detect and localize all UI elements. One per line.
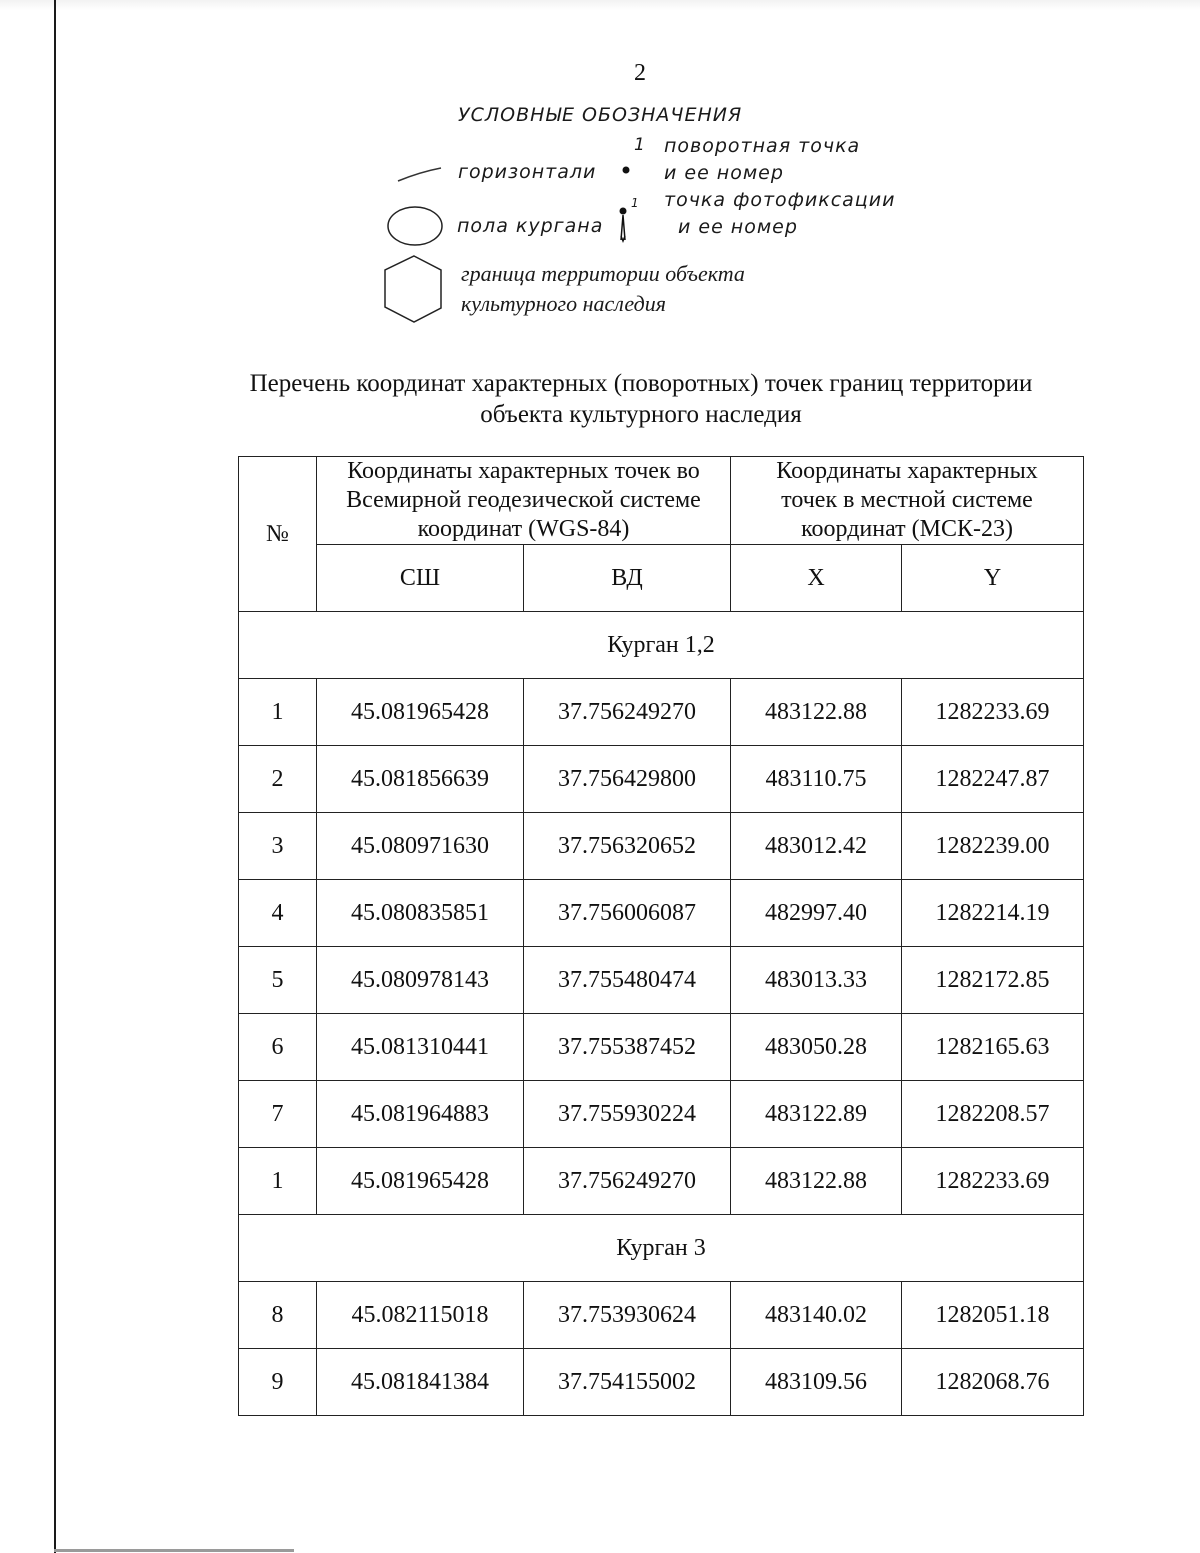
group-row: [239, 612, 1084, 679]
y-cell: 1282165.63: [902, 1014, 1084, 1081]
group-name: Курган 1,2: [239, 612, 1084, 679]
legend-turn-point-line2: и ее номер: [664, 162, 784, 184]
y-cell: 1282051.18: [902, 1282, 1084, 1349]
header-number: №: [239, 457, 317, 612]
legend-boundary-line2: культурного наследия: [461, 291, 666, 316]
boundary-hexagon-icon: [385, 256, 441, 322]
longitude-cell: 37.756249270: [524, 1148, 731, 1215]
contour-line-icon: [398, 168, 441, 181]
legend-boundary-line1: граница территории объекта: [461, 261, 745, 286]
header-x: X: [731, 545, 902, 612]
point-number-cell: 2: [239, 746, 317, 813]
y-cell: 1282233.69: [902, 1148, 1084, 1215]
latitude-cell: 45.081964883: [317, 1081, 524, 1148]
document-title: [232, 368, 1050, 430]
point-number-cell: 9: [239, 1349, 317, 1416]
longitude-cell: 37.756320652: [524, 813, 731, 880]
table-row: [239, 746, 1084, 813]
legend-mound-label: пола кургана: [457, 215, 604, 237]
longitude-cell: 37.755930224: [524, 1081, 731, 1148]
latitude-cell: 45.080835851: [317, 880, 524, 947]
legend-photo-point-number: 1: [631, 196, 640, 210]
latitude-cell: 45.081841384: [317, 1349, 524, 1416]
page-number: 2: [634, 60, 646, 86]
x-cell: 483109.56: [731, 1349, 902, 1416]
latitude-cell: 45.082115018: [317, 1282, 524, 1349]
x-cell: 483012.42: [731, 813, 902, 880]
x-cell: 483013.33: [731, 947, 902, 1014]
photo-point-icon: [620, 208, 627, 242]
point-number-cell: 6: [239, 1014, 317, 1081]
turn-point-icon: [623, 167, 630, 174]
header-y: Y: [902, 545, 1084, 612]
legend-photo-point-line2: и ее номер: [678, 216, 798, 238]
table-row: [239, 947, 1084, 1014]
y-cell: 1282068.76: [902, 1349, 1084, 1416]
header-wgs84-group: Координаты характерных точек во Всемирной геодезической системе координат (WGS-84): [317, 457, 731, 545]
legend-turn-point-line1: поворотная точка: [664, 135, 861, 157]
table-row: [239, 1282, 1084, 1349]
table-row: [239, 813, 1084, 880]
latitude-cell: 45.080978143: [317, 947, 524, 1014]
longitude-cell: 37.754155002: [524, 1349, 731, 1416]
point-number-cell: 7: [239, 1081, 317, 1148]
legend-heading: УСЛОВНЫЕ ОБОЗНАЧЕНИЯ: [458, 104, 743, 126]
longitude-cell: 37.756249270: [524, 679, 731, 746]
longitude-cell: 37.756006087: [524, 880, 731, 947]
point-number-cell: 1: [239, 1148, 317, 1215]
y-cell: 1282208.57: [902, 1081, 1084, 1148]
x-cell: 483122.88: [731, 679, 902, 746]
x-cell: 482997.40: [731, 880, 902, 947]
table-row: [239, 679, 1084, 746]
table-row: [239, 1014, 1084, 1081]
group-row: [239, 1215, 1084, 1282]
latitude-cell: 45.081310441: [317, 1014, 524, 1081]
y-cell: 1282239.00: [902, 813, 1084, 880]
x-cell: 483122.89: [731, 1081, 902, 1148]
table-row: [239, 880, 1084, 947]
table-row: [239, 1148, 1084, 1215]
page-bottom-edge: [54, 1549, 294, 1552]
mound-ellipse-icon: [388, 207, 442, 245]
x-cell: 483110.75: [731, 746, 902, 813]
legend-contours-label: горизонтали: [458, 161, 597, 183]
coordinates-table: [238, 456, 1084, 1416]
y-cell: 1282233.69: [902, 679, 1084, 746]
table-row: [239, 1081, 1084, 1148]
legend-graphics: [0, 0, 1200, 340]
point-number-cell: 5: [239, 947, 317, 1014]
longitude-cell: 37.753930624: [524, 1282, 731, 1349]
latitude-cell: 45.081965428: [317, 1148, 524, 1215]
legend-turn-point-number: 1: [634, 135, 646, 155]
latitude-cell: 45.081856639: [317, 746, 524, 813]
point-number-cell: 4: [239, 880, 317, 947]
table-body: [239, 612, 1084, 1416]
x-cell: 483140.02: [731, 1282, 902, 1349]
header-latitude: СШ: [317, 545, 524, 612]
longitude-cell: 37.756429800: [524, 746, 731, 813]
y-cell: 1282172.85: [902, 947, 1084, 1014]
header-longitude: ВД: [524, 545, 731, 612]
longitude-cell: 37.755387452: [524, 1014, 731, 1081]
group-name: Курган 3: [239, 1215, 1084, 1282]
header-msk23-group: Координаты характерных точек в местной системе координат (МСК-23): [731, 457, 1084, 545]
latitude-cell: 45.081965428: [317, 679, 524, 746]
y-cell: 1282247.87: [902, 746, 1084, 813]
longitude-cell: 37.755480474: [524, 947, 731, 1014]
point-number-cell: 8: [239, 1282, 317, 1349]
document-title-line2: объекта культурного наследия: [480, 401, 802, 428]
document-title-line1: Перечень координат характерных (поворотных) точек границ территории: [249, 370, 1033, 397]
x-cell: 483050.28: [731, 1014, 902, 1081]
latitude-cell: 45.080971630: [317, 813, 524, 880]
legend-photo-point-line1: точка фотофиксации: [664, 189, 896, 211]
point-number-cell: 1: [239, 679, 317, 746]
point-number-cell: 3: [239, 813, 317, 880]
table-row: [239, 1349, 1084, 1416]
y-cell: 1282214.19: [902, 880, 1084, 947]
x-cell: 483122.88: [731, 1148, 902, 1215]
